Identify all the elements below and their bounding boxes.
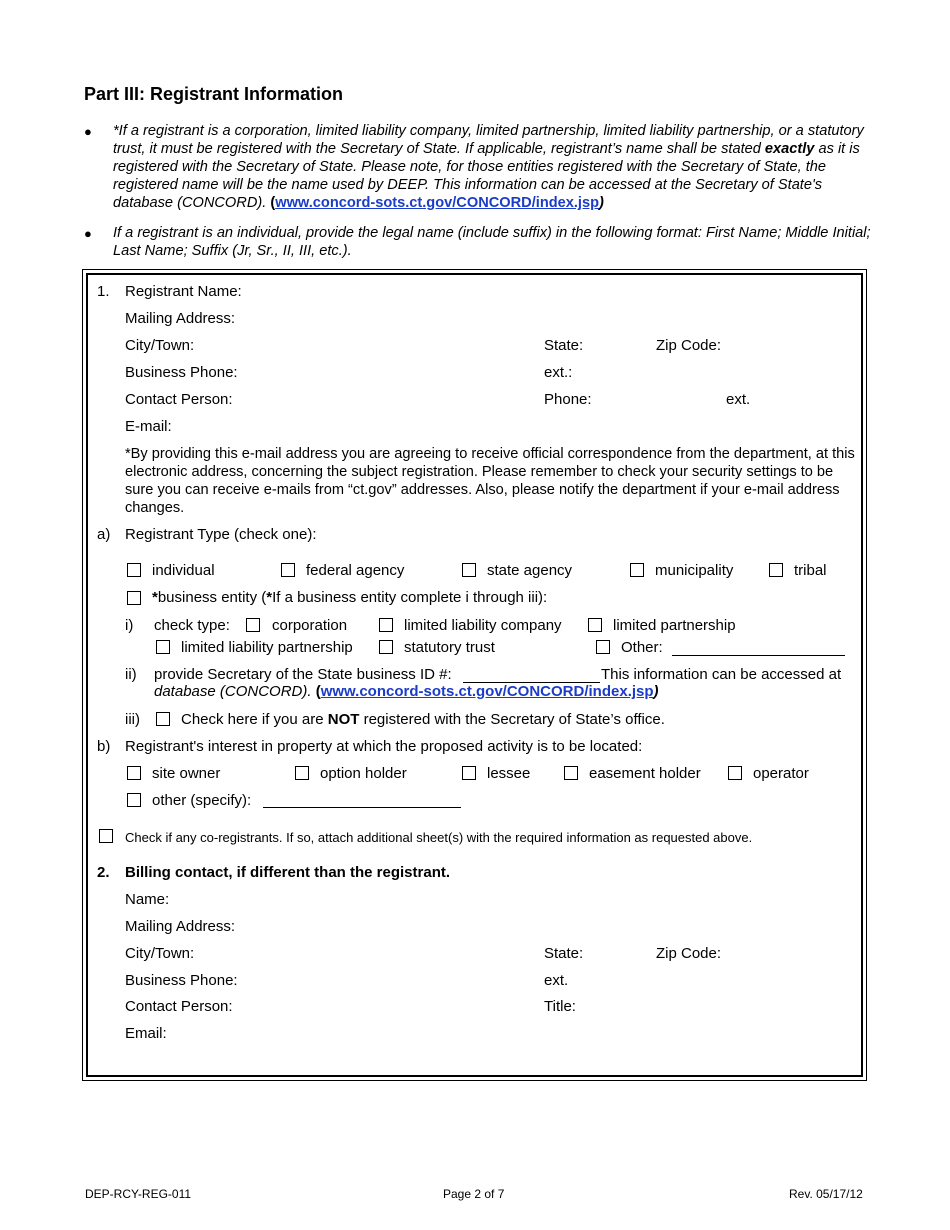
entity-corporation-label: corporation [272, 617, 348, 634]
section-a-label: a) [97, 526, 111, 543]
checkbox-business-entity[interactable] [127, 591, 141, 605]
checkbox-individual[interactable] [127, 563, 141, 577]
email-label: E-mail: [125, 418, 172, 435]
bullet-text-corporation: *If a registrant is a corporation, limited liability company, limited partnership, limited liability partnership, or a statutory trust, it must be registered with the Secretary of State. If applicable, registrant’s name shall be stated exactly as it is registered with the Secretary of State. Please note, for those entities registered with the Secretary of State, the registered name will be the name used by DEEP. This information can be accessed at the Secretary of State's database (CONCORD). (www.concord-sots.ct.gov/CONCORD/index.jsp) [113, 123, 864, 211]
checkbox-llp[interactable] [156, 640, 170, 654]
concord-link-2[interactable]: www.concord-sots.ct.gov/CONCORD/index.jsp [320, 683, 654, 700]
type-individual-label: individual [152, 562, 215, 579]
form-id: DEP-RCY-REG-011 [85, 1187, 192, 1201]
checkbox-municipality[interactable] [630, 563, 644, 577]
checkbox-state-agency[interactable] [462, 563, 476, 577]
checkbox-operator[interactable] [728, 766, 742, 780]
billing-ext-label: ext. [544, 972, 569, 989]
revision-date: Rev. 05/17/12 [789, 1187, 863, 1201]
business-phone-label: Business Phone: [125, 364, 238, 381]
entity-statutory-trust-label: statutory trust [404, 639, 495, 656]
property-interest-title: Registrant's interest in property at which the proposed activity is to be located: [125, 738, 643, 755]
part-title: Part III: Registrant Information [84, 84, 344, 104]
interest-option-holder-label: option holder [320, 765, 407, 782]
concord-database-text: database (CONCORD). (www.concord-sots.ct.gov/CONCORD/index.jsp) [154, 683, 659, 700]
type-federal-agency-label: federal agency [306, 562, 405, 579]
entity-other-label: Other: [621, 639, 663, 656]
type-tribal-label: tribal [794, 562, 827, 579]
billing-zip-label: Zip Code: [656, 945, 722, 962]
checkbox-option-holder[interactable] [295, 766, 309, 780]
checkbox-site-owner[interactable] [127, 766, 141, 780]
bullet-dot: ● [84, 226, 92, 241]
interest-other-label: other (specify): [152, 792, 252, 809]
email-note: *By providing this e-mail address you are agreeing to receive official correspondence from the department, at this electronic address, concerning the subject registration. Please remember to check your security settings to be sure you can receive e-mails from “ct.gov” addresses. Also, please notify the department if your e-mail address changes. [125, 446, 855, 516]
other-entity-field[interactable] [672, 655, 845, 656]
billing-business-phone-label: Business Phone: [125, 972, 238, 989]
section-b-label: b) [97, 738, 111, 755]
business-id-info: This information can be accessed at [601, 666, 842, 683]
bullet-text-individual: If a registrant is an individual, provide the legal name (include suffix) in the following format: First Name; Middle Initial; Last Name; Suffix (Jr, Sr., II, III, etc.). [113, 225, 871, 259]
registrant-type-title: Registrant Type (check one): [125, 526, 317, 543]
interest-operator-label: operator [753, 765, 809, 782]
entity-lp-label: limited partnership [613, 617, 736, 634]
checkbox-not-registered[interactable] [156, 712, 170, 726]
phone-label: Phone: [544, 391, 592, 408]
not-registered-label: Check here if you are NOT registered with the Secretary of State’s office. [181, 711, 665, 728]
type-municipality-label: municipality [655, 562, 734, 579]
checkbox-other-interest[interactable] [127, 793, 141, 807]
bullet-dot: ● [84, 124, 92, 139]
billing-state-label: State: [544, 945, 584, 962]
entity-llp-label: limited liability partnership [181, 639, 353, 656]
checkbox-easement-holder[interactable] [564, 766, 578, 780]
checkbox-tribal[interactable] [769, 563, 783, 577]
billing-contact-title: Billing contact, if different than the registrant. [125, 864, 451, 881]
type-state-agency-label: state agency [487, 562, 573, 579]
checkbox-coregistrants[interactable] [99, 829, 113, 843]
contact-person-label: Contact Person: [125, 391, 233, 408]
checkbox-llc[interactable] [379, 618, 393, 632]
checkbox-lessee[interactable] [462, 766, 476, 780]
business-entity-label: *business entity (*If a business entity complete i through iii): [152, 589, 548, 606]
billing-name-label: Name: [125, 891, 170, 908]
concord-link[interactable]: www.concord-sots.ct.gov/CONCORD/index.jsp [275, 195, 600, 211]
checkbox-statutory-trust[interactable] [379, 640, 393, 654]
business-id-label: provide Secretary of the State business ID #: [154, 666, 452, 683]
billing-city-label: City/Town: [125, 945, 195, 962]
other-interest-field[interactable] [263, 807, 461, 808]
billing-email-label: Email: [125, 1025, 167, 1042]
billing-title-label: Title: [544, 998, 576, 1015]
mailing-address-label: Mailing Address: [125, 310, 236, 327]
interest-site-owner-label: site owner [152, 765, 221, 782]
registrant-name-label: Registrant Name: [125, 283, 242, 300]
city-label: City/Town: [125, 337, 195, 354]
item-ii-label: ii) [125, 666, 137, 683]
page-number: Page 2 of 7 [443, 1187, 505, 1201]
state-label: State: [544, 337, 584, 354]
entity-llc-label: limited liability company [404, 617, 562, 634]
zip-label: Zip Code: [656, 337, 722, 354]
checkbox-other-entity[interactable] [596, 640, 610, 654]
billing-contact-person-label: Contact Person: [125, 998, 233, 1015]
coregistrants-label: Check if any co-registrants. If so, attach additional sheet(s) with the required information as requested above. [125, 830, 753, 845]
section-2-number: 2. [97, 864, 110, 881]
phone-ext-label: ext. [726, 391, 751, 408]
item-iii-label: iii) [125, 711, 140, 728]
item-i-label: i) [125, 617, 134, 634]
billing-mailing-address-label: Mailing Address: [125, 918, 236, 935]
check-type-label: check type: [154, 617, 230, 634]
section-1-number: 1. [97, 283, 110, 300]
ext-label: ext.: [544, 364, 573, 381]
checkbox-corporation[interactable] [246, 618, 260, 632]
interest-easement-holder-label: easement holder [589, 765, 701, 782]
interest-lessee-label: lessee [487, 765, 531, 782]
checkbox-limited-partnership[interactable] [588, 618, 602, 632]
checkbox-federal-agency[interactable] [281, 563, 295, 577]
